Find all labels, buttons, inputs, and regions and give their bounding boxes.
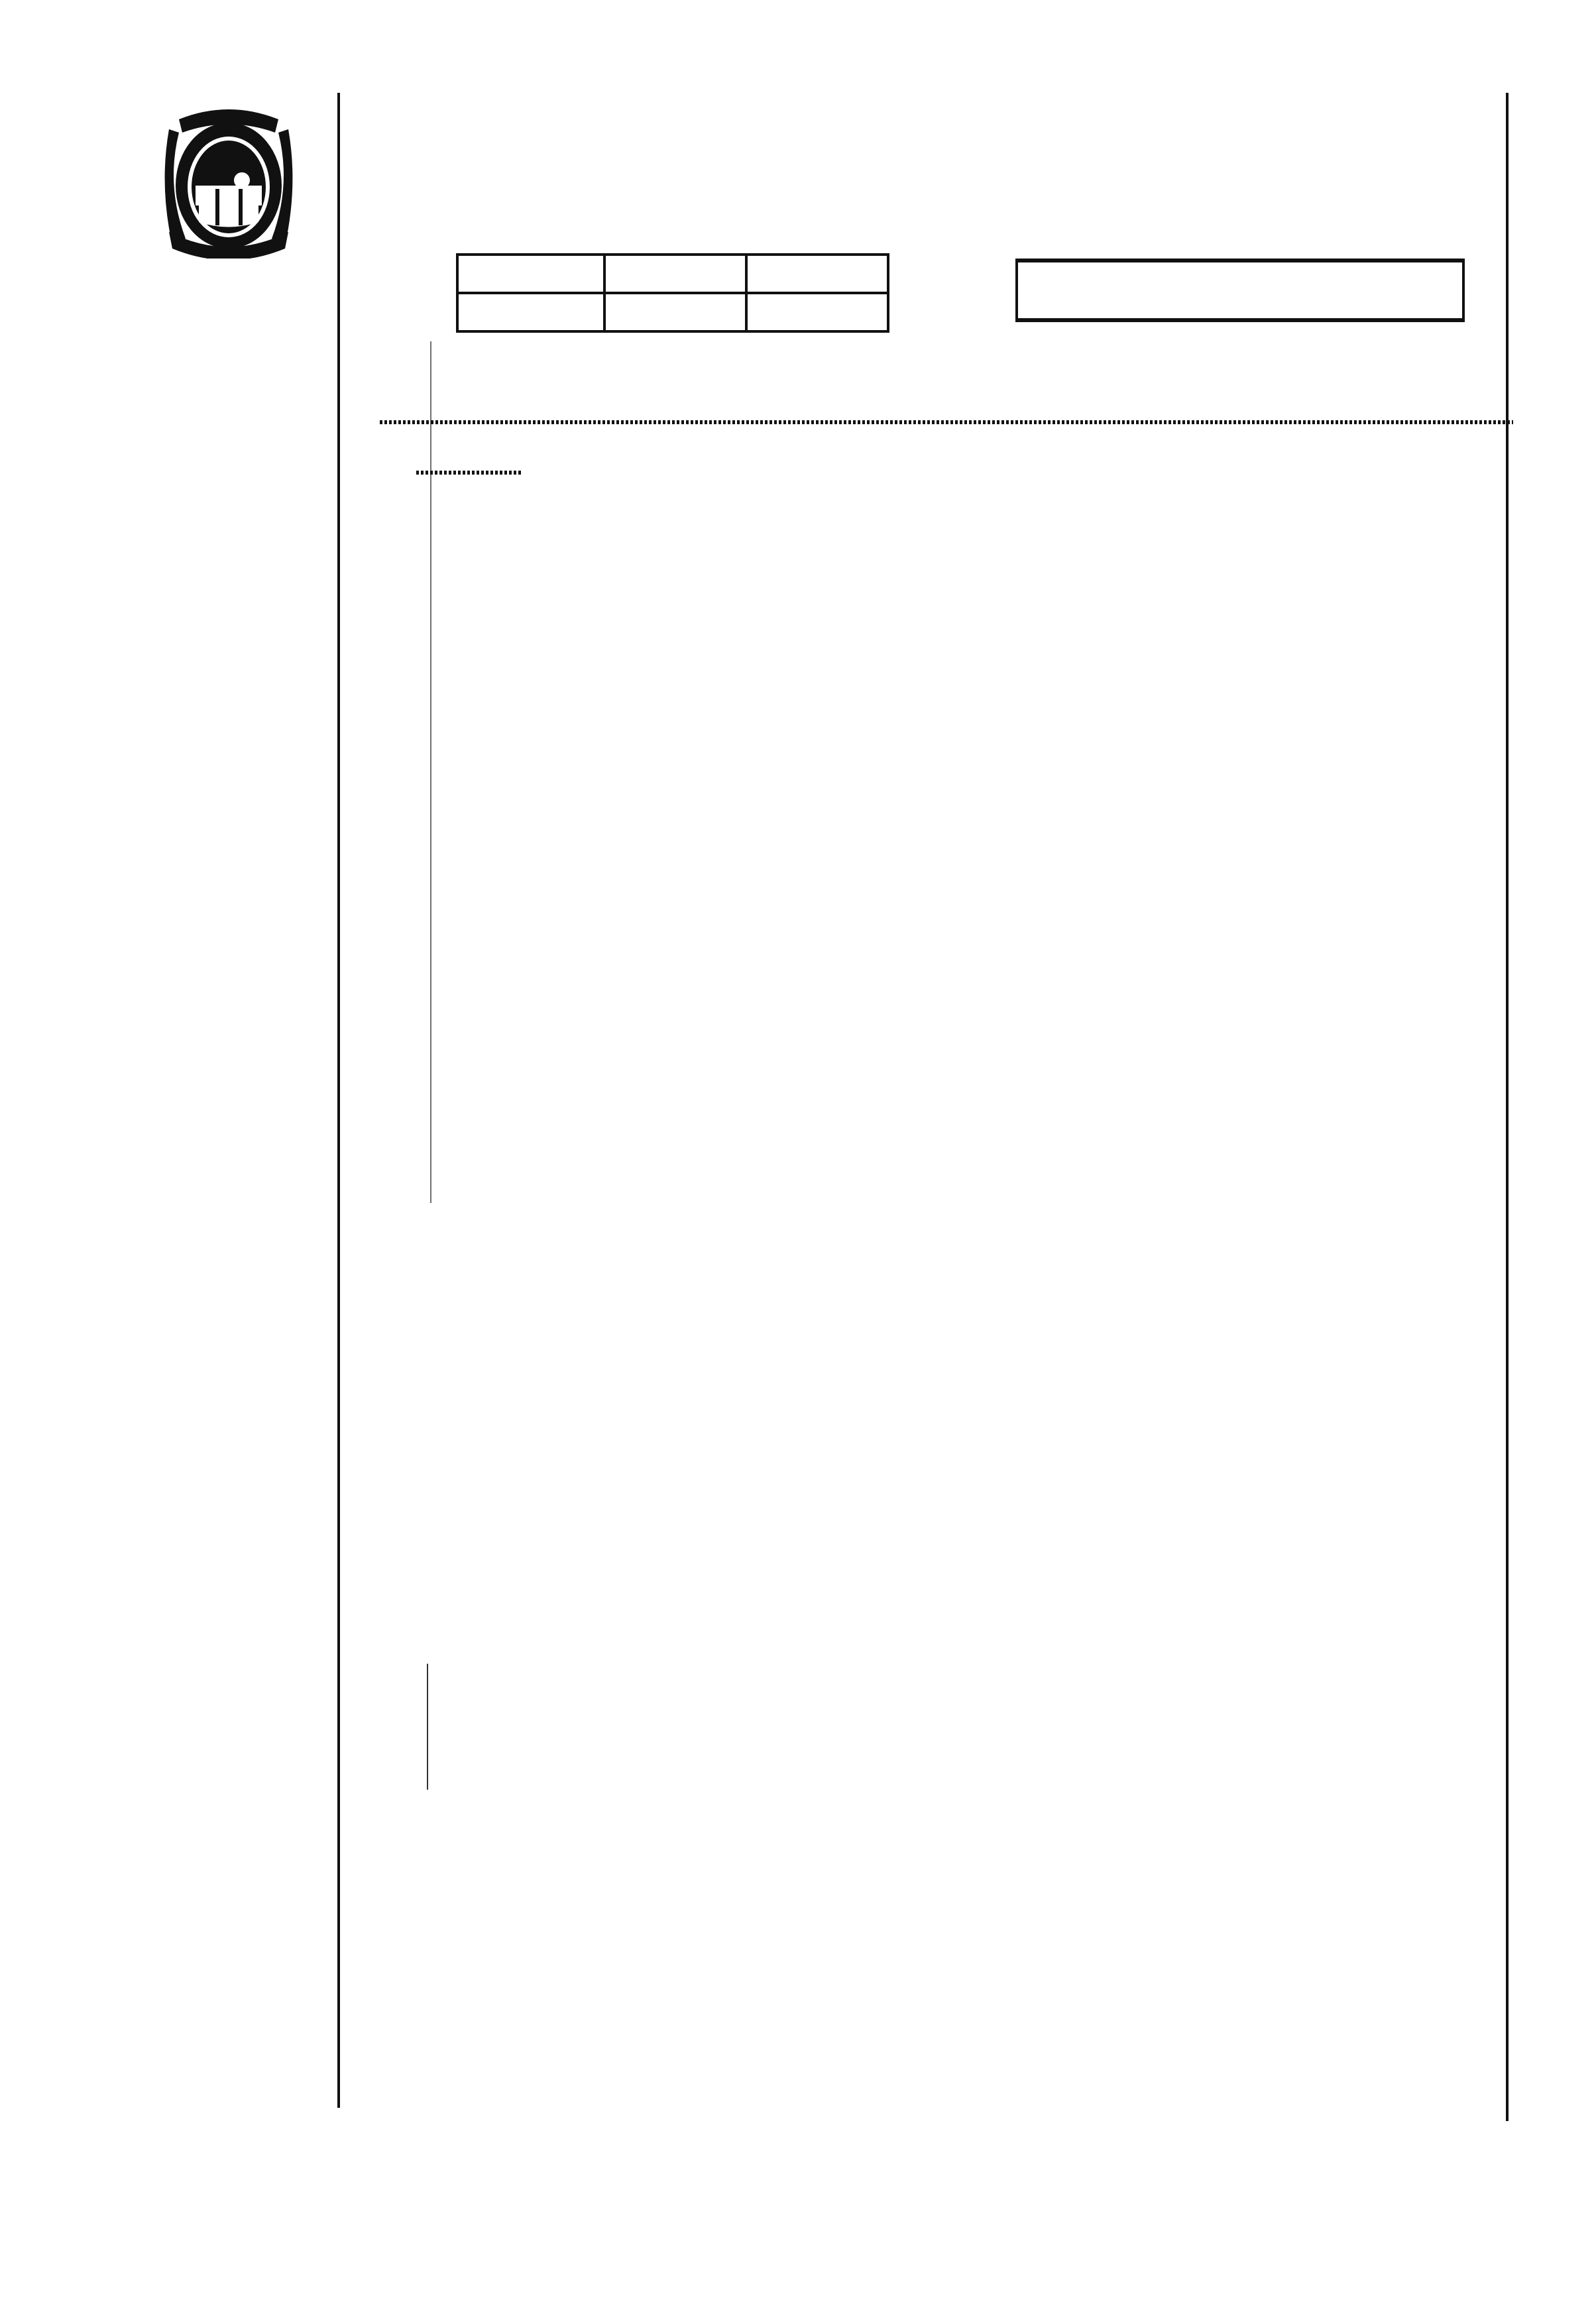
row-en (0, 383, 1596, 430)
fold-mark-line-lower (427, 1664, 428, 1790)
record-table (456, 253, 889, 333)
anio-value (746, 293, 888, 331)
tomo-header (457, 255, 604, 293)
tomo-value (457, 293, 604, 331)
record-table-header-row (457, 255, 888, 293)
row-fecha-inscripcion (0, 437, 1596, 484)
record-table-value-row (457, 293, 888, 331)
record-type-box (1015, 259, 1465, 322)
anio-header (746, 255, 888, 293)
provincial-logo (119, 106, 338, 271)
provincia-de-misiones-crest-icon (159, 106, 298, 259)
acta-value (604, 293, 746, 331)
acta-header (604, 255, 746, 293)
